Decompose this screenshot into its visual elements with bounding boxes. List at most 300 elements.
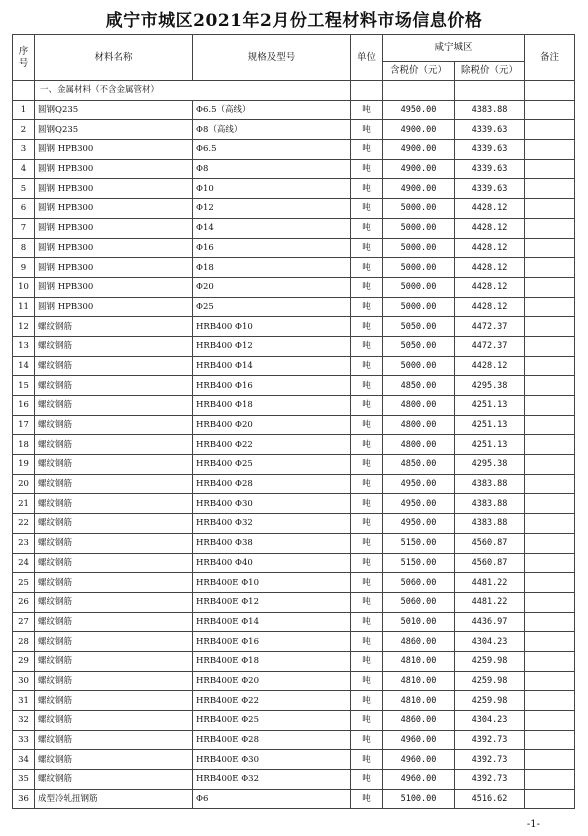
row-remark: [525, 651, 575, 671]
table-row: [13, 553, 575, 573]
row-no: 26: [13, 592, 35, 612]
table-row: [13, 671, 575, 691]
row-remark: [525, 494, 575, 514]
row-price-incl: 4960.00: [383, 730, 455, 750]
row-unit: 吨: [351, 750, 383, 770]
row-no: 28: [13, 632, 35, 652]
row-no: 31: [13, 691, 35, 711]
row-price-incl: 5060.00: [383, 592, 455, 612]
row-no: 32: [13, 711, 35, 731]
table-row: [13, 592, 575, 612]
row-price-incl: 4960.00: [383, 750, 455, 770]
row-price-excl: 4472.37: [455, 317, 525, 337]
table-row: [13, 297, 575, 317]
row-spec: Φ25: [193, 297, 351, 317]
row-price-excl: 4383.88: [455, 514, 525, 534]
row-unit: 吨: [351, 396, 383, 416]
row-unit: 吨: [351, 258, 383, 278]
table-row: [13, 179, 575, 199]
row-remark: [525, 691, 575, 711]
table-row: [13, 730, 575, 750]
row-unit: 吨: [351, 612, 383, 632]
row-unit: 吨: [351, 317, 383, 337]
row-remark: [525, 376, 575, 396]
row-price-incl: 4900.00: [383, 140, 455, 160]
row-remark: [525, 514, 575, 534]
row-remark: [525, 474, 575, 494]
row-no: 11: [13, 297, 35, 317]
row-price-incl: 4810.00: [383, 691, 455, 711]
section-incl-cell: [383, 81, 455, 101]
row-unit: 吨: [351, 494, 383, 514]
row-price-incl: 4900.00: [383, 159, 455, 179]
row-price-excl: 4516.62: [455, 789, 525, 809]
row-unit: 吨: [351, 297, 383, 317]
row-unit: 吨: [351, 455, 383, 475]
row-unit: 吨: [351, 691, 383, 711]
row-unit: 吨: [351, 730, 383, 750]
row-unit: 吨: [351, 159, 383, 179]
table-row: [13, 415, 575, 435]
row-material-name: 螺纹钢筋: [35, 435, 193, 455]
row-price-excl: 4392.73: [455, 770, 525, 790]
row-price-excl: 4259.98: [455, 671, 525, 691]
row-remark: [525, 750, 575, 770]
table-row: [13, 789, 575, 809]
header-spec: 规格及型号: [193, 35, 351, 81]
row-material-name: 圆钢 HPB300: [35, 140, 193, 160]
section-no-cell: [13, 81, 35, 101]
table-row: [13, 494, 575, 514]
row-spec: HRB400E Φ12: [193, 592, 351, 612]
row-price-excl: 4339.63: [455, 159, 525, 179]
row-unit: 吨: [351, 415, 383, 435]
row-remark: [525, 632, 575, 652]
row-no: 21: [13, 494, 35, 514]
row-price-incl: 4800.00: [383, 396, 455, 416]
row-price-incl: 5010.00: [383, 612, 455, 632]
row-no: 24: [13, 553, 35, 573]
row-spec: HRB400 Φ14: [193, 356, 351, 376]
table-row: [13, 199, 575, 219]
row-unit: 吨: [351, 533, 383, 553]
row-remark: [525, 120, 575, 140]
table-row: [13, 455, 575, 475]
row-price-excl: 4428.12: [455, 297, 525, 317]
row-spec: HRB400 Φ38: [193, 533, 351, 553]
row-material-name: 圆钢 HPB300: [35, 297, 193, 317]
section-excl-cell: [455, 81, 525, 101]
row-price-incl: 4950.00: [383, 100, 455, 120]
row-material-name: 螺纹钢筋: [35, 396, 193, 416]
row-remark: [525, 553, 575, 573]
row-material-name: 螺纹钢筋: [35, 592, 193, 612]
row-unit: 吨: [351, 218, 383, 238]
section-row: [13, 81, 575, 101]
row-spec: Φ6.5（高线）: [193, 100, 351, 120]
header-name: 材料名称: [35, 35, 193, 81]
table-row: [13, 711, 575, 731]
row-price-excl: 4304.23: [455, 632, 525, 652]
table-row: [13, 159, 575, 179]
row-unit: 吨: [351, 474, 383, 494]
row-no: 8: [13, 238, 35, 258]
row-no: 19: [13, 455, 35, 475]
row-unit: 吨: [351, 376, 383, 396]
row-spec: HRB400E Φ18: [193, 651, 351, 671]
row-material-name: 螺纹钢筋: [35, 415, 193, 435]
row-unit: 吨: [351, 632, 383, 652]
row-spec: HRB400 Φ16: [193, 376, 351, 396]
row-unit: 吨: [351, 592, 383, 612]
row-unit: 吨: [351, 711, 383, 731]
row-material-name: 圆钢Q235: [35, 120, 193, 140]
row-price-excl: 4392.73: [455, 730, 525, 750]
row-no: 10: [13, 277, 35, 297]
row-material-name: 螺纹钢筋: [35, 750, 193, 770]
row-price-excl: 4472.37: [455, 336, 525, 356]
row-price-incl: 4800.00: [383, 435, 455, 455]
row-material-name: 螺纹钢筋: [35, 671, 193, 691]
row-material-name: 圆钢 HPB300: [35, 277, 193, 297]
row-material-name: 螺纹钢筋: [35, 494, 193, 514]
row-material-name: 螺纹钢筋: [35, 711, 193, 731]
table-row: [13, 573, 575, 593]
row-remark: [525, 100, 575, 120]
row-price-incl: 4850.00: [383, 455, 455, 475]
row-remark: [525, 435, 575, 455]
row-price-excl: 4428.12: [455, 238, 525, 258]
row-remark: [525, 317, 575, 337]
row-unit: 吨: [351, 336, 383, 356]
row-spec: HRB400 Φ40: [193, 553, 351, 573]
row-unit: 吨: [351, 356, 383, 376]
table-body: [13, 81, 575, 809]
row-price-incl: 5150.00: [383, 533, 455, 553]
row-no: 23: [13, 533, 35, 553]
row-price-incl: 4860.00: [383, 711, 455, 731]
row-remark: [525, 770, 575, 790]
header-tax-incl: 含税价（元）: [383, 62, 455, 81]
row-remark: [525, 573, 575, 593]
row-remark: [525, 159, 575, 179]
table-row: [13, 140, 575, 160]
section-remark-cell: [525, 81, 575, 101]
row-spec: HRB400E Φ25: [193, 711, 351, 731]
row-remark: [525, 238, 575, 258]
row-price-incl: 4860.00: [383, 632, 455, 652]
row-spec: Φ8: [193, 159, 351, 179]
table-row: [13, 317, 575, 337]
table-row: [13, 632, 575, 652]
row-no: 33: [13, 730, 35, 750]
row-price-incl: 5050.00: [383, 336, 455, 356]
row-remark: [525, 789, 575, 809]
row-no: 34: [13, 750, 35, 770]
row-price-incl: 5000.00: [383, 199, 455, 219]
row-price-incl: 5000.00: [383, 277, 455, 297]
row-remark: [525, 218, 575, 238]
row-price-excl: 4383.88: [455, 474, 525, 494]
table-row: [13, 396, 575, 416]
table-row: [13, 376, 575, 396]
row-spec: HRB400 Φ25: [193, 455, 351, 475]
row-unit: 吨: [351, 199, 383, 219]
row-material-name: 螺纹钢筋: [35, 455, 193, 475]
row-price-incl: 4950.00: [383, 474, 455, 494]
row-no: 6: [13, 199, 35, 219]
row-no: 18: [13, 435, 35, 455]
row-material-name: 圆钢 HPB300: [35, 179, 193, 199]
row-price-incl: 5150.00: [383, 553, 455, 573]
row-spec: HRB400E Φ16: [193, 632, 351, 652]
table-row: [13, 651, 575, 671]
row-price-incl: 5060.00: [383, 573, 455, 593]
header-no-text: 序号: [18, 45, 29, 69]
row-unit: 吨: [351, 671, 383, 691]
header-no: [13, 35, 35, 81]
table-row: [13, 277, 575, 297]
row-remark: [525, 711, 575, 731]
row-no: 3: [13, 140, 35, 160]
row-price-excl: 4259.98: [455, 651, 525, 671]
table-row: [13, 258, 575, 278]
row-price-excl: 4428.12: [455, 258, 525, 278]
price-table: [12, 34, 575, 809]
row-unit: 吨: [351, 651, 383, 671]
row-spec: HRB400 Φ32: [193, 514, 351, 534]
row-material-name: 螺纹钢筋: [35, 533, 193, 553]
table-row: [13, 238, 575, 258]
table-row: [13, 750, 575, 770]
row-remark: [525, 612, 575, 632]
row-material-name: 螺纹钢筋: [35, 730, 193, 750]
row-unit: 吨: [351, 770, 383, 790]
row-no: 5: [13, 179, 35, 199]
row-material-name: 螺纹钢筋: [35, 336, 193, 356]
table-row: [13, 100, 575, 120]
row-no: 14: [13, 356, 35, 376]
row-material-name: 圆钢 HPB300: [35, 218, 193, 238]
row-no: 2: [13, 120, 35, 140]
page-title: 咸宁市城区2021年2月份工程材料市场信息价格: [105, 11, 483, 31]
row-no: 4: [13, 159, 35, 179]
row-material-name: 螺纹钢筋: [35, 651, 193, 671]
row-material-name: 螺纹钢筋: [35, 691, 193, 711]
row-no: 30: [13, 671, 35, 691]
row-spec: HRB400 Φ10: [193, 317, 351, 337]
row-price-excl: 4251.13: [455, 415, 525, 435]
section-unit-cell: [351, 81, 383, 101]
row-no: 22: [13, 514, 35, 534]
row-spec: HRB400 Φ28: [193, 474, 351, 494]
row-spec: HRB400 Φ12: [193, 336, 351, 356]
header-tax-excl: 除税价（元）: [455, 62, 525, 81]
table-row: [13, 336, 575, 356]
row-remark: [525, 356, 575, 376]
table-row: [13, 474, 575, 494]
row-material-name: 圆钢 HPB300: [35, 238, 193, 258]
row-no: 15: [13, 376, 35, 396]
row-price-incl: 5000.00: [383, 297, 455, 317]
row-spec: Φ12: [193, 199, 351, 219]
row-remark: [525, 671, 575, 691]
row-no: 35: [13, 770, 35, 790]
row-spec: HRB400E Φ22: [193, 691, 351, 711]
row-material-name: 成型冷轧扭钢筋: [35, 789, 193, 809]
row-unit: 吨: [351, 553, 383, 573]
row-material-name: 螺纹钢筋: [35, 770, 193, 790]
row-remark: [525, 455, 575, 475]
row-price-incl: 4850.00: [383, 376, 455, 396]
row-remark: [525, 199, 575, 219]
row-price-excl: 4251.13: [455, 396, 525, 416]
row-material-name: 圆钢 HPB300: [35, 258, 193, 278]
row-price-excl: 4392.73: [455, 750, 525, 770]
row-material-name: 螺纹钢筋: [35, 376, 193, 396]
section-title: 一、金属材料（不含金属管材）: [35, 81, 351, 101]
row-remark: [525, 396, 575, 416]
row-material-name: 螺纹钢筋: [35, 474, 193, 494]
row-price-excl: 4481.22: [455, 573, 525, 593]
row-material-name: 圆钢 HPB300: [35, 199, 193, 219]
row-no: 1: [13, 100, 35, 120]
row-price-excl: 4428.12: [455, 199, 525, 219]
row-unit: 吨: [351, 514, 383, 534]
row-material-name: 圆钢 HPB300: [35, 159, 193, 179]
row-remark: [525, 297, 575, 317]
table-row: [13, 514, 575, 534]
row-remark: [525, 258, 575, 278]
row-price-incl: 4950.00: [383, 494, 455, 514]
row-material-name: 螺纹钢筋: [35, 356, 193, 376]
row-spec: HRB400E Φ28: [193, 730, 351, 750]
row-price-incl: 5000.00: [383, 258, 455, 278]
row-no: 12: [13, 317, 35, 337]
row-remark: [525, 533, 575, 553]
row-spec: HRB400E Φ20: [193, 671, 351, 691]
row-no: 20: [13, 474, 35, 494]
row-remark: [525, 592, 575, 612]
row-price-incl: 5050.00: [383, 317, 455, 337]
row-remark: [525, 415, 575, 435]
row-price-excl: 4481.22: [455, 592, 525, 612]
row-remark: [525, 336, 575, 356]
row-no: 13: [13, 336, 35, 356]
row-price-excl: 4383.88: [455, 100, 525, 120]
row-no: 7: [13, 218, 35, 238]
row-material-name: 圆钢Q235: [35, 100, 193, 120]
row-spec: Φ6: [193, 789, 351, 809]
row-price-excl: 4428.12: [455, 277, 525, 297]
row-price-incl: 4900.00: [383, 120, 455, 140]
row-price-incl: 5000.00: [383, 218, 455, 238]
row-spec: Φ18: [193, 258, 351, 278]
row-price-excl: 4295.38: [455, 455, 525, 475]
header-remark: 备注: [525, 35, 575, 81]
table-row: [13, 533, 575, 553]
row-spec: HRB400E Φ30: [193, 750, 351, 770]
row-price-incl: 5100.00: [383, 789, 455, 809]
row-price-excl: 4304.23: [455, 711, 525, 731]
row-unit: 吨: [351, 179, 383, 199]
row-price-excl: 4383.88: [455, 494, 525, 514]
row-price-incl: 5000.00: [383, 238, 455, 258]
table-row: [13, 218, 575, 238]
row-material-name: 螺纹钢筋: [35, 632, 193, 652]
row-price-excl: 4339.63: [455, 120, 525, 140]
row-no: 27: [13, 612, 35, 632]
row-price-excl: 4295.38: [455, 376, 525, 396]
row-no: 25: [13, 573, 35, 593]
row-spec: Φ16: [193, 238, 351, 258]
row-price-excl: 4428.12: [455, 218, 525, 238]
row-unit: 吨: [351, 238, 383, 258]
row-price-excl: 4560.87: [455, 533, 525, 553]
row-price-incl: 4900.00: [383, 179, 455, 199]
row-price-incl: 4810.00: [383, 651, 455, 671]
row-material-name: 螺纹钢筋: [35, 573, 193, 593]
header-unit: 单位: [351, 35, 383, 81]
row-material-name: 螺纹钢筋: [35, 317, 193, 337]
row-spec: Φ20: [193, 277, 351, 297]
table-row: [13, 120, 575, 140]
table-row: [13, 691, 575, 711]
row-price-incl: 4960.00: [383, 770, 455, 790]
row-spec: HRB400 Φ22: [193, 435, 351, 455]
row-unit: 吨: [351, 277, 383, 297]
row-material-name: 螺纹钢筋: [35, 612, 193, 632]
row-no: 29: [13, 651, 35, 671]
row-remark: [525, 179, 575, 199]
row-remark: [525, 730, 575, 750]
row-unit: 吨: [351, 435, 383, 455]
row-unit: 吨: [351, 120, 383, 140]
row-price-incl: 4800.00: [383, 415, 455, 435]
row-spec: HRB400 Φ20: [193, 415, 351, 435]
row-remark: [525, 277, 575, 297]
row-material-name: 螺纹钢筋: [35, 514, 193, 534]
row-no: 16: [13, 396, 35, 416]
row-unit: 吨: [351, 789, 383, 809]
table-row: [13, 612, 575, 632]
row-price-excl: 4560.87: [455, 553, 525, 573]
row-no: 17: [13, 415, 35, 435]
row-spec: HRB400 Φ30: [193, 494, 351, 514]
row-spec: HRB400E Φ32: [193, 770, 351, 790]
row-price-excl: 4259.98: [455, 691, 525, 711]
row-price-excl: 4251.13: [455, 435, 525, 455]
row-spec: HRB400E Φ14: [193, 612, 351, 632]
row-price-incl: 5000.00: [383, 356, 455, 376]
row-price-excl: 4339.63: [455, 179, 525, 199]
table-row: [13, 356, 575, 376]
row-price-excl: 4339.63: [455, 140, 525, 160]
row-remark: [525, 140, 575, 160]
row-price-excl: 4428.12: [455, 356, 525, 376]
table-row: [13, 770, 575, 790]
row-unit: 吨: [351, 573, 383, 593]
row-spec: Φ6.5: [193, 140, 351, 160]
row-unit: 吨: [351, 140, 383, 160]
row-no: 9: [13, 258, 35, 278]
row-spec: Φ8（高线）: [193, 120, 351, 140]
header-region: 咸宁城区: [383, 35, 525, 62]
row-material-name: 螺纹钢筋: [35, 553, 193, 573]
row-unit: 吨: [351, 100, 383, 120]
row-price-excl: 4436.97: [455, 612, 525, 632]
row-price-incl: 4950.00: [383, 514, 455, 534]
